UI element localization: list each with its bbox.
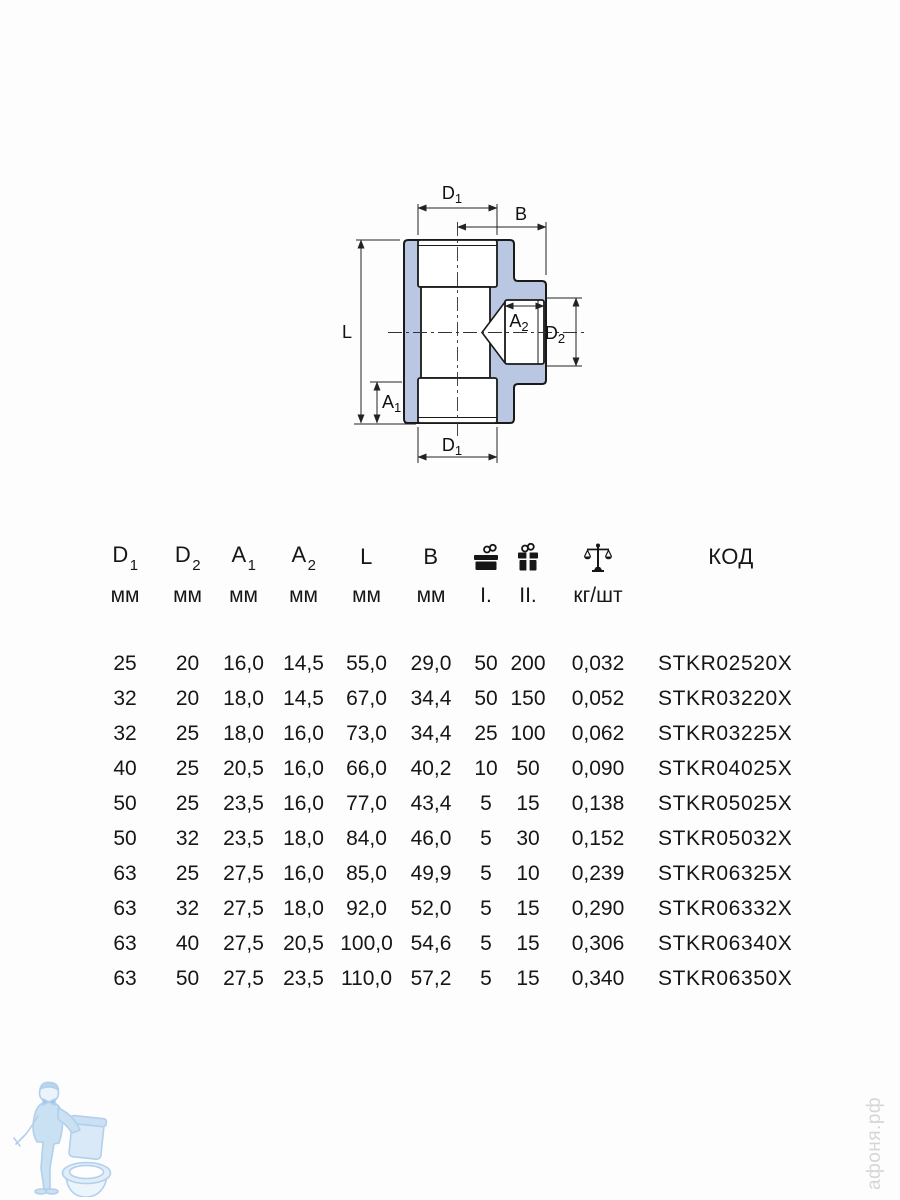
column-header-code: КОД [708,544,754,569]
cell-pack2: 30 [516,826,540,850]
cell-d1: 40 [113,756,137,780]
cell-code: STKR03225X [658,721,793,745]
dim-label-d1-top: $D_1$ [441,183,463,206]
cell-d2: 20 [175,686,200,710]
unit-d2: мм [173,584,202,607]
cell-code: STKR06350X [658,966,793,990]
cell-d2: 25 [175,861,200,885]
unit-l: мм [352,584,381,607]
cell-b: 34,4 [410,721,452,745]
cell-a1: 23,5 [223,791,264,815]
cell-d1: 50 [113,826,137,850]
plumber-with-toilet-watermark [10,1072,135,1197]
table-row [90,821,814,856]
cell-a1: 18,0 [223,721,264,745]
table-rows [90,646,814,996]
cell-a2: 16,0 [283,721,324,745]
cell-pack1: 5 [480,896,492,920]
cell-a1: 27,5 [223,931,264,955]
cell-pack2: 15 [516,931,540,955]
cell-a2: 14,5 [283,651,324,675]
cell-a2: 18,0 [283,896,324,920]
cell-weight: 0,239 [571,861,625,885]
cell-pack1: 5 [480,931,492,955]
cell-l: 100,0 [340,931,393,955]
cell-b: 40,2 [410,756,452,780]
column-header-weight [548,542,648,573]
cell-weight: 0,062 [571,721,625,745]
cell-d1: 50 [113,791,137,815]
cell-weight: 0,152 [571,826,625,850]
unit-pack1: I. [480,584,492,607]
cell-pack1: 5 [480,791,492,815]
table-row [90,716,814,751]
cell-a1: 18,0 [223,686,264,710]
cell-a2: 23,5 [283,966,324,990]
cell-weight: 0,306 [571,931,625,955]
cell-b: 46,0 [410,826,452,850]
site-watermark: афоня.рф [864,1096,885,1190]
table-row [90,786,814,821]
column-header-a2: $A_2$ [291,542,317,574]
cell-a1: 23,5 [223,826,264,850]
cell-code: STKR04025X [658,756,793,780]
column-header-l: L [360,544,373,569]
table-row [90,891,814,926]
cell-a2: 14,5 [283,686,324,710]
cell-pack2: 15 [516,966,540,990]
cell-b: 49,9 [410,861,452,885]
cell-a2: 20,5 [283,931,324,955]
cell-pack2: 100 [510,721,546,745]
cell-l: 110,0 [341,966,392,990]
cell-code: STKR06332X [658,896,793,920]
cell-b: 57,2 [410,966,452,990]
cell-pack1: 50 [474,686,498,710]
cell-b: 29,0 [410,651,452,675]
cell-b: 43,4 [410,791,452,815]
cell-code: STKR02520X [658,651,793,675]
column-header-d2: $D_2$ [174,542,202,574]
cell-l: 73,0 [346,721,387,745]
column-header-pack1 [464,542,508,572]
cell-a2: 16,0 [283,861,324,885]
table-row [90,646,814,681]
unit-a2: мм [289,584,318,607]
cell-a1: 27,5 [223,896,264,920]
cell-b: 34,4 [410,686,452,710]
cell-pack2: 200 [510,651,546,675]
cell-d1: 63 [113,931,137,955]
column-header-a1: $A_1$ [231,542,257,574]
cell-d2: 25 [175,791,200,815]
dim-label-a1: $A_1$ [382,392,402,415]
cell-pack1: 5 [480,826,492,850]
cell-d1: 32 [113,686,137,710]
cell-pack1: 50 [474,651,498,675]
table-row [90,961,814,996]
cell-l: 55,0 [346,651,387,675]
spec-table [90,538,814,996]
cell-a1: 16,0 [223,651,264,675]
cell-l: 67,0 [346,686,387,710]
cell-d1: 63 [113,896,137,920]
table-row [90,751,814,786]
tee-fitting-drawing [330,175,610,475]
cell-pack1: 25 [474,721,498,745]
cell-weight: 0,340 [571,966,625,990]
unit-pack2: II. [519,584,537,607]
column-header-b: B [423,544,439,569]
cell-l: 66,0 [346,756,387,780]
cell-d1: 32 [113,721,137,745]
cell-a2: 16,0 [283,756,324,780]
cell-a1: 27,5 [223,861,264,885]
cell-weight: 0,090 [571,756,625,780]
cell-l: 77,0 [346,791,387,815]
cell-d1: 25 [113,651,137,675]
package-box-icon [473,542,499,572]
cell-weight: 0,138 [571,791,625,815]
cell-d2: 40 [175,931,200,955]
gift-box-icon [515,542,541,572]
cell-d2: 25 [175,756,200,780]
cell-pack1: 10 [474,756,498,780]
dim-label-l: L [341,322,353,342]
cell-weight: 0,032 [571,651,625,675]
cell-d1: 63 [113,966,137,990]
cell-pack2: 150 [510,686,546,710]
table-header-row [90,538,814,576]
cell-pack2: 50 [516,756,540,780]
scales-icon [583,542,613,573]
cell-a2: 18,0 [283,826,324,850]
cell-l: 85,0 [346,861,387,885]
table-row [90,856,814,891]
unit-weight: кг/шт [573,584,623,607]
cell-d1: 63 [113,861,137,885]
column-header-pack2 [508,542,548,572]
cell-code: STKR06340X [658,931,793,955]
cell-code: STKR05032X [658,826,793,850]
cell-a2: 16,0 [283,791,324,815]
cell-d2: 50 [175,966,200,990]
dim-label-a2: $A_2$ [509,311,529,334]
cell-l: 84,0 [346,826,387,850]
table-units-row [90,576,814,616]
unit-b: мм [416,584,446,607]
cell-code: STKR05025X [658,791,793,815]
cell-d2: 20 [175,651,200,675]
cell-pack2: 10 [516,861,540,885]
cell-pack2: 15 [516,896,540,920]
table-row [90,681,814,716]
dim-label-d1-bottom: $D_1$ [441,435,463,458]
dim-label-d2: $D_2$ [544,323,566,346]
cell-pack1: 5 [480,966,492,990]
cell-d2: 32 [175,826,200,850]
unit-d1: мм [110,584,140,607]
cell-a1: 20,5 [223,756,264,780]
cell-pack2: 15 [516,791,540,815]
cell-code: STKR03220X [658,686,793,710]
column-header-d1: $D_1$ [112,542,139,574]
dim-label-b: B [514,204,528,224]
cell-d2: 32 [175,896,200,920]
cell-l: 92,0 [346,896,387,920]
cell-a1: 27,5 [223,966,264,990]
cell-weight: 0,290 [571,896,625,920]
cell-code: STKR06325X [658,861,793,885]
cell-weight: 0,052 [571,686,625,710]
cell-b: 54,6 [410,931,452,955]
table-row [90,926,814,961]
cell-d2: 25 [175,721,200,745]
cell-pack1: 5 [480,861,492,885]
cell-b: 52,0 [410,896,452,920]
unit-a1: мм [229,584,258,607]
